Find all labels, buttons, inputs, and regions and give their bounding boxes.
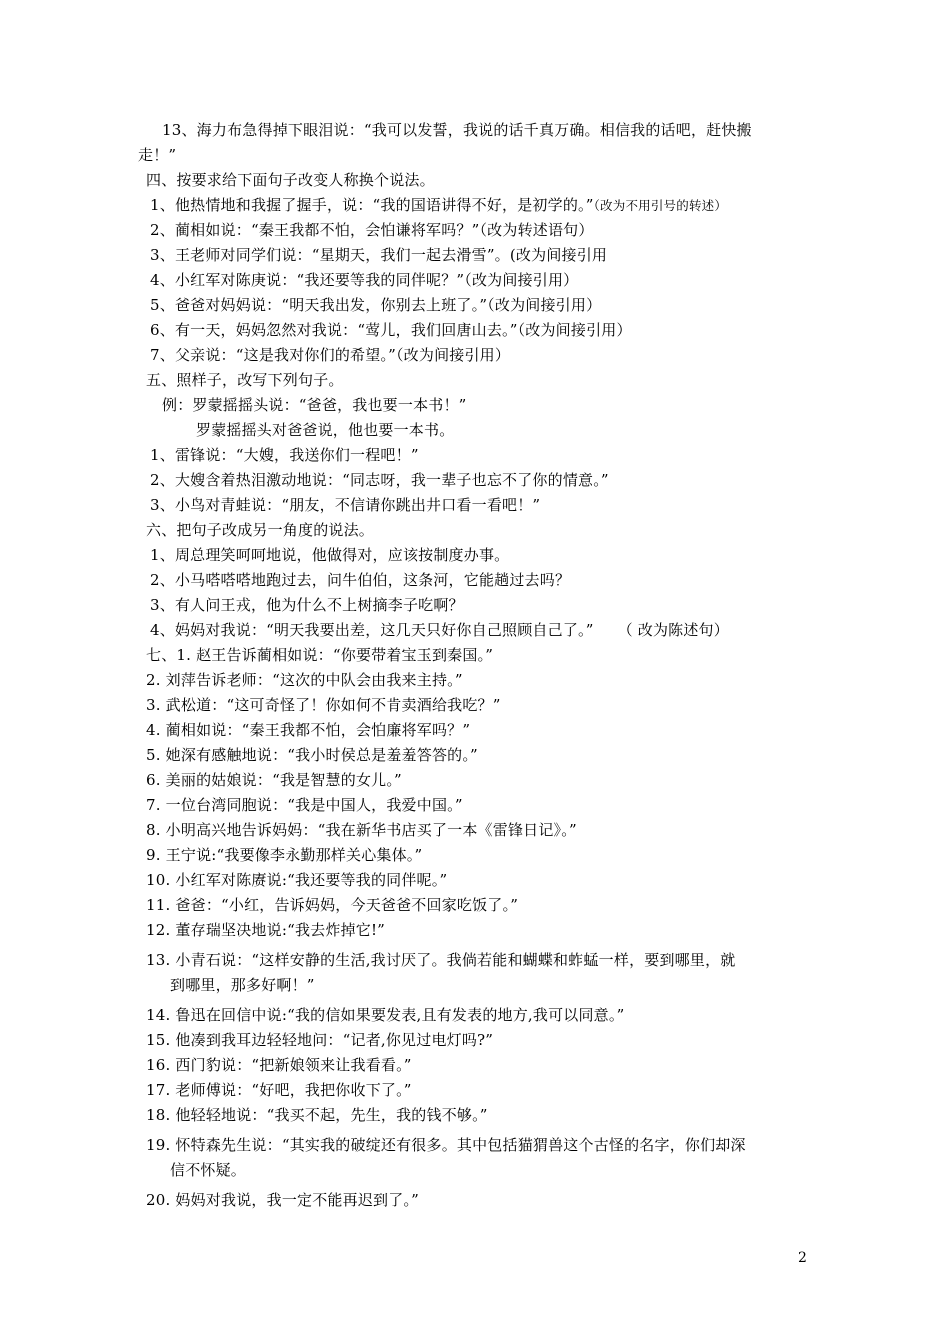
text-line: 10. 小红军对陈赓说:“我还要等我的同伴呢。” (146, 871, 448, 889)
text-line: 9. 王宁说:“我要像李永勤那样关心集体。” (146, 846, 423, 864)
section-heading: 七、1. 赵王告诉蔺相如说：“你要带着宝玉到秦国。” (146, 646, 494, 664)
text-line: 13、海力布急得掉下眼泪说：“我可以发誓，我说的话千真万确。相信我的话吧，赶快搬 (162, 121, 752, 139)
text-line: 2、蔺相如说：“秦王我都不怕，会怕谦将军吗？”（改为转述语句） (150, 221, 594, 239)
example-line: 例：罗蒙摇摇头说：“爸爸，我也要一本书！” (162, 396, 467, 414)
text-line: 3、小鸟对青蛙说：“朋友，不信请你跳出井口看一看吧！” (150, 496, 541, 514)
text-line: 6. 美丽的姑娘说：“我是智慧的女儿。” (146, 771, 402, 789)
text-line: 14. 鲁迅在回信中说:“我的信如果要发表,且有发表的地方,我可以同意。” (146, 1006, 625, 1024)
text-line: 13. 小青石说：“这样安静的生活,我讨厌了。我倘若能和蝴蝶和蚱蜢一样，要到哪里，就 (146, 951, 736, 969)
text-line: 2、大嫂含着热泪激动地说：“同志呀，我一辈子也忘不了你的情意。” (150, 471, 609, 489)
section-heading: 四、按要求给下面句子改变人称换个说法。 (146, 171, 435, 189)
text-line: 信不怀疑。 (170, 1161, 247, 1179)
text-line: 5、爸爸对妈妈说：“明天我出发，你别去上班了。”（改为间接引用） (150, 296, 602, 314)
text-line: 1、雷锋说：“大嫂，我送你们一程吧！” (150, 446, 419, 464)
text-line: 19. 怀特森先生说：“其实我的破绽还有很多。其中包括猫猬兽这个古怪的名字，你们却深 (146, 1136, 746, 1154)
example-line: 罗蒙摇摇头对爸爸说，他也要一本书。 (196, 421, 455, 439)
text-line: 7. 一位台湾同胞说：“我是中国人，我爱中国。” (146, 796, 463, 814)
text-line: 2. 刘萍告诉老师：“这次的中队会由我来主持。” (146, 671, 463, 689)
text-line: 11. 爸爸：“小红，告诉妈妈，今天爸爸不回家吃饭了。” (146, 896, 519, 914)
text-line: 15. 他凑到我耳边轻轻地问：“记者,你见过电灯吗?” (146, 1031, 494, 1049)
text-line: 17. 老师傅说：“好吧，我把你收下了。” (146, 1081, 412, 1099)
text-line: 5. 她深有感触地说：“我小时侯总是羞羞答答的。” (146, 746, 478, 764)
section-heading: 六、把句子改成另一角度的说法。 (146, 521, 375, 539)
text-line: 16. 西门豹说：“把新娘领来让我看看。” (146, 1056, 412, 1074)
text-line: 12. 董存瑞坚决地说:“我去炸掉它!” (146, 921, 386, 939)
text-line: 走！” (138, 146, 177, 164)
text-line: 1、他热情地和我握了握手，说：“我的国语讲得不好，是初学的。”（改为不用引号的转述） (150, 196, 728, 214)
text-line: 3、有人问王戎，他为什么不上树摘李子吃啊？ (150, 596, 464, 614)
text-line: 18. 他轻轻地说：“我买不起，先生，我的钱不够。” (146, 1106, 488, 1124)
text-line: 4、小红军对陈庚说：“我还要等我的同伴呢？”（改为间接引用） (150, 271, 579, 289)
text-line: 3. 武松道：“这可奇怪了！你如何不肯卖酒给我吃？” (146, 696, 501, 714)
page-number: 2 (798, 1250, 807, 1266)
instruction-note: （改为不用引号的转述） (593, 198, 728, 213)
instruction-note: （ 改为陈述句） (617, 621, 729, 639)
text-line: 20. 妈妈对我说，我一定不能再迟到了。” (146, 1191, 419, 1209)
text-line: 6、有一天，妈妈忽然对我说：“莺儿，我们回唐山去。”（改为间接引用） (150, 321, 632, 339)
text-line: 1、周总理笑呵呵地说，他做得对，应该按制度办事。 (150, 546, 510, 564)
section-heading: 五、照样子，改写下列句子。 (146, 371, 344, 389)
text-line: 3、王老师对同学们说：“星期天，我们一起去滑雪”。(改为间接引用 (150, 246, 608, 264)
text-line: 4. 蔺相如说：“秦王我都不怕，会怕廉将军吗？” (146, 721, 471, 739)
text-line: 4、妈妈对我说：“明天我要出差，这几天只好你自己照顾自己了。” （ 改为陈述句） (150, 621, 729, 639)
text-line: 8. 小明高兴地告诉妈妈：“我在新华书店买了一本《雷锋日记》。” (146, 821, 577, 839)
text-line: 到哪里，那多好啊！” (170, 976, 315, 994)
text-line: 7、父亲说：“这是我对你们的希望。”（改为间接引用） (150, 346, 511, 364)
text-line: 2、小马嗒嗒嗒地跑过去，问牛伯伯，这条河，它能趟过去吗？ (150, 571, 571, 589)
